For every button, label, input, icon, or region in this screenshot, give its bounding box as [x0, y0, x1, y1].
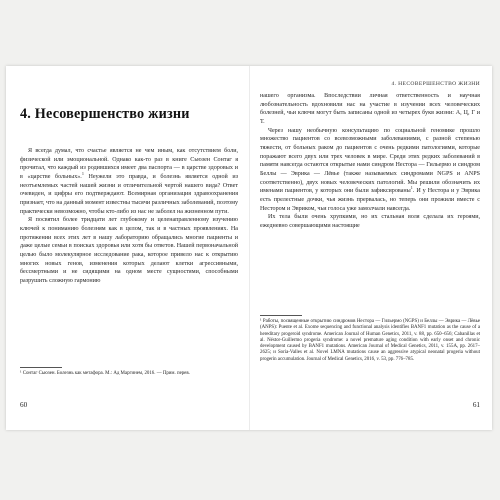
right-paragraph-3: Их тела были очень хрупкими, но их стальная воля сделала их героями, ежедневно совершающими настоящие: [260, 214, 480, 229]
left-page-number: 60: [20, 401, 28, 409]
footnote-rule: [260, 315, 302, 316]
book-spread: [6, 66, 492, 430]
chapter-title: 4. Несовершенство жизни: [20, 106, 190, 122]
left-paragraph-2: Я посвятил более тридцати лет глубокому и целенаправленному изучению ключей к пониманию болезням как в целом, так и в частных проявлениях. На протяжении всех этих лет в нашу лабораторию обращались многие пациенты и даже целые семьи в поисках здоровья или хотя бы ответов. Нашей первоначальной целью было молекулярное исследование рака, которое привело нас к открытию многих новых генов, изменения которых делают клетки агрессивными, бессмертными и не сидящими на одном месте сущностями, способными разрушить сложную гармонию: [20, 217, 238, 284]
left-paragraph-1: Я всегда думал, что счастье является не чем иным, как отсутствием боли, физической или эмоциональной. Однако как-то раз в книге Сьюзен Сонтаг я прочитал, что каждый из родившихся имеет два паспорта — в царстве здоровых и в «царстве больных».$^1$ Неужели это правда, и болезнь является одной из неотъемлемых частей нашей жизни и отличительной чертой нашего вида? Ответ очевиден, и цифры его подтверждают. Всемирная организация здравоохранения признает, что на данный момент известны тысячи различных заболеваний, поэтому практически невозможно, чтобы кто-либо из нас не заболел на жизненном пути.: [20, 148, 238, 215]
right-page-number: 61: [472, 401, 480, 409]
footnote-marker: 1: [81, 170, 84, 176]
right-footnote: ¹ Работы, посвященные открытию синдромов Нестора — Гильермо (NGPS) и Беллы — Эврика — Лёвье (ANPS): Puente et al. Exome sequencing and functional analysis identifies BANF1 mutation as the cause of a hereditary progeroid syndrome. American Journal of Human Genetics, 2011, v. 88, pp. 650–656; Cabanillas et al. Néstor-Guillermo progeria syndrome: a novel premature aging condition with early onset and chronic development caused by BANF1 mutations. American Journal of Medical Genetics, 2011, v. 155A, pp. 2617–2625; и Soria-Valles et al. Novel LMNA mutations cause an aggressive atypical neonatal progeria without progerin accumulation. Journal of Medical Genetics, 2016, v. 53, pp. 776–785.: [260, 319, 480, 362]
left-page: [20, 66, 238, 430]
footnote-rule: [20, 367, 62, 368]
right-paragraph-1: нашего организма. Впоследствии личная ответственность и научная любознательность вдохновили нас на участие в изучении всех человеческих болезней, чьи ключи могут быть записаны одной из четырех букв жизни: А, Ц, Г и Т.: [260, 93, 480, 125]
footnote-marker: 1: [410, 185, 413, 191]
right-paragraph-2: Через нашу необычную консультацию по социальной геномике прошло множество пациентов со всевозможными заболеваниями, с разной степенью тяжести, от больных раком до пациентов с очень редкими патологиями, которые поражают всего двух или трех человек в мире. Среди этих редких заболеваний в памяти навсегда остаются открытые нами синдром Нестора — Гильермо и синдром Беллы — Эврика — Лёвье (также называемых синдромами NGPS и ANPS соответственно), двух новых человеческих патологий. Мы решили обозначить их именами пациентов, у которых они были зафиксированы$^1$. И у Нестора и у Эврика есть прелестные дочки, чья жизнь прервалась, но теперь они прожили вместе с Нестором и Эвриком, чьи голоса уже замолчали навсегда.: [260, 127, 481, 212]
right-page-body: [260, 92, 480, 231]
left-footnote: ¹ Сонтаг Сьюзен. Болезнь как метафора. М.: Ад Маргинем, 2016. — Прим. перев.: [20, 371, 190, 376]
right-page: [260, 66, 480, 430]
left-page-body: [20, 147, 238, 286]
book-gutter: [249, 66, 250, 430]
running-head: 4. НЕСОВЕРШЕНСТВО ЖИЗНИ: [391, 81, 480, 87]
